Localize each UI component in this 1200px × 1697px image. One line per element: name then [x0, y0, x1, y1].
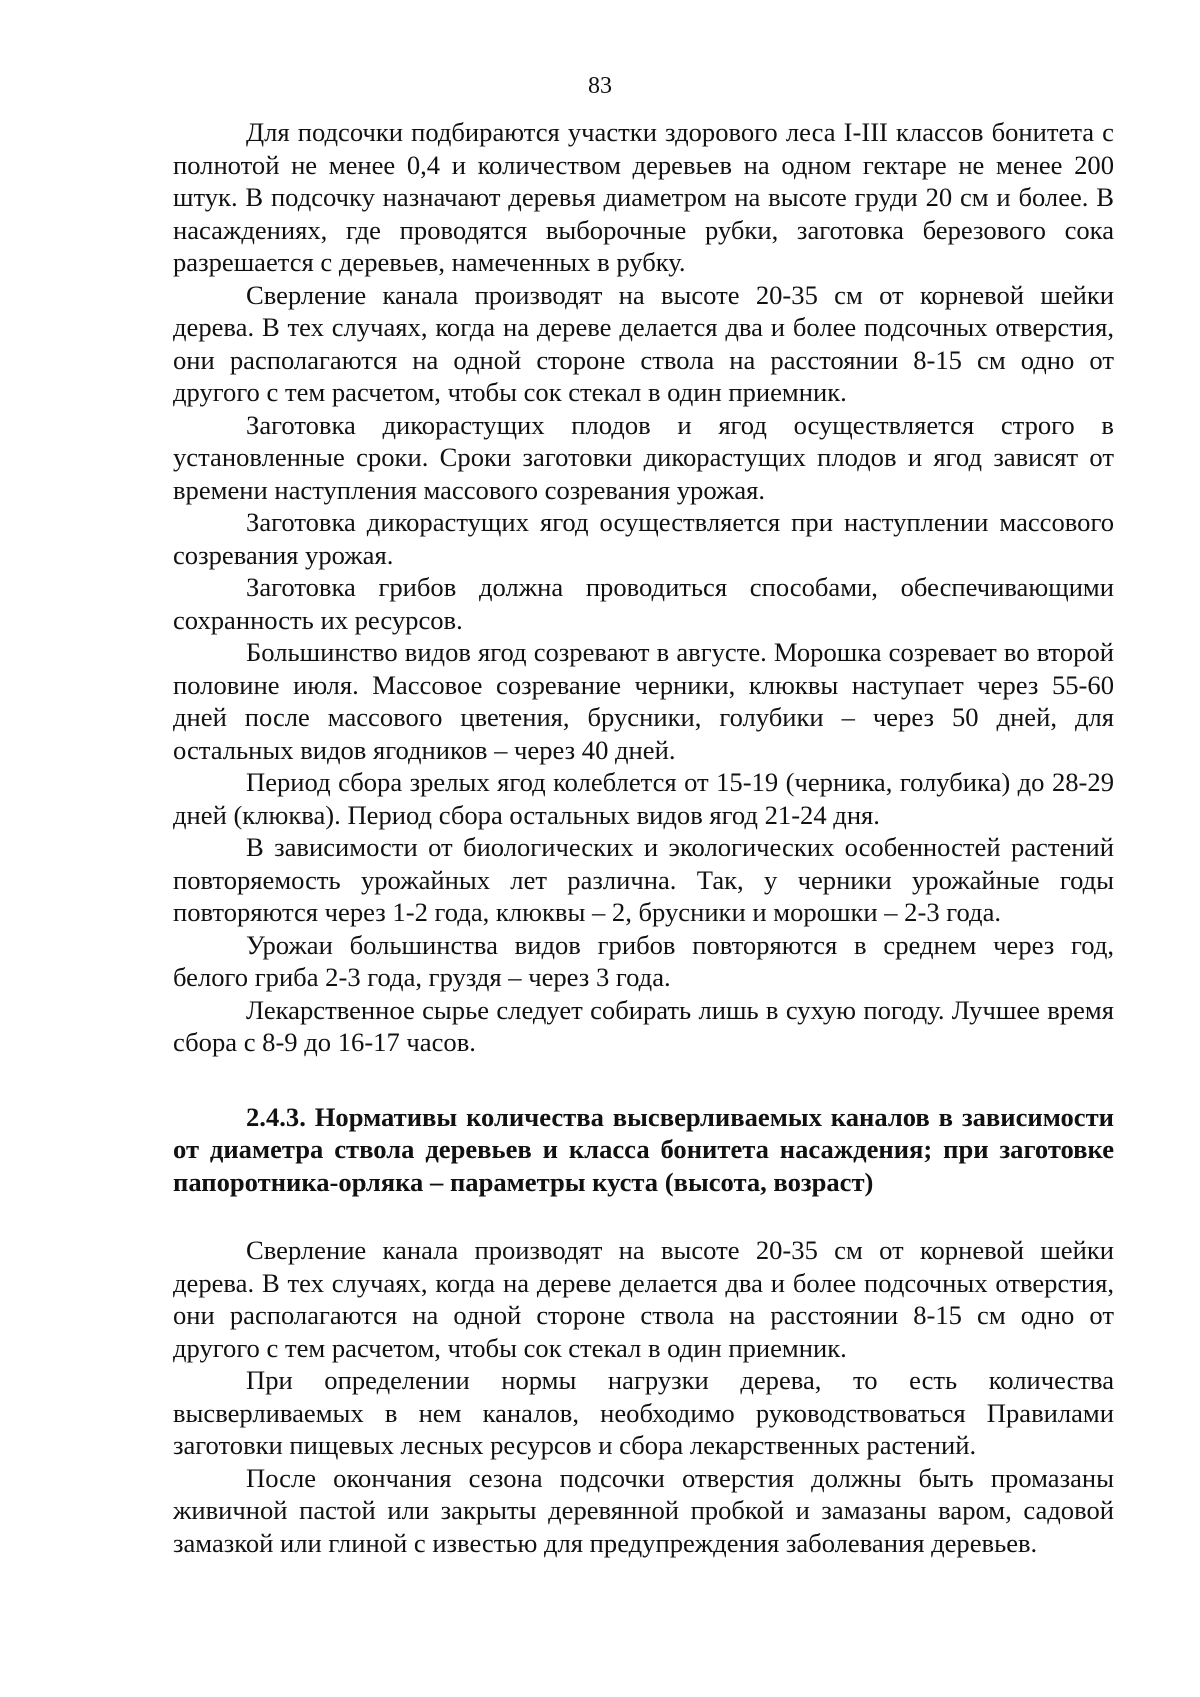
page-number: 83	[588, 73, 612, 99]
heading-spacer	[173, 1198, 1114, 1234]
paragraph: Сверление канала производят на высоте 20-35 см от корневой шейки дерева. В тех случаях, когда на дереве делается два и более подсочных отверстия, они располагаются на одной стороне ствола на расстоянии 8-15 см одно от другого с тем расчетом, чтобы сок стекал в один приемник.	[173, 279, 1114, 407]
paragraph: Заготовка дикорастущих ягод осуществляется при наступлении массового созревания урожая.	[173, 507, 1114, 570]
paragraph: Для подсочки подбираются участки здорового леса I-III классов бонитета с полнотой не менее 0,4 и количеством деревьев на одном гектаре не менее 200 штук. В подсочку назначают деревья диаметром на высоте груди 20 см и более. В насаждениях, где проводятся выборочные рубки, заготовка березового сока разрешается с деревьев, намеченных в рубку.	[173, 117, 1114, 277]
paragraph: Большинство видов ягод созревают в августе. Морошка созревает во второй половине июля. Массовое созревание черники, клюквы наступает через 55-60 дней после массового цветения, брусники, голубики – через 50 дней, для остальных видов ягодников – через 40 дней.	[173, 637, 1114, 765]
paragraph: Урожаи большинства видов грибов повторяются в среднем через год, белого гриба 2-3 года, груздя – через 3 года.	[173, 929, 1114, 992]
page-body	[173, 116, 1114, 1559]
paragraph: Заготовка дикорастущих плодов и ягод осуществляется строго в установленные сроки. Сроки заготовки дикорастущих плодов и ягод зависят от времени наступления массового созревания урожая.	[173, 409, 1114, 505]
paragraph: Сверление канала производят на высоте 20-35 см от корневой шейки дерева. В тех случаях, когда на дереве делается два и более подсочных отверстия, они располагаются на одной стороне ствола на расстоянии 8-15 см одно от другого с тем расчетом, чтобы сок стекал в один приемник.	[173, 1235, 1114, 1363]
paragraph: Заготовка грибов должна проводиться способами, обеспечивающими сохранность их ресурсов.	[173, 572, 1114, 635]
paragraph: Период сбора зрелых ягод колеблется от 15-19 (черника, голубика) до 28-29 дней (клюква). Период сбора остальных видов ягод 21-24 дня.	[173, 767, 1114, 830]
paragraph: При определении нормы нагрузки дерева, то есть количества высверливаемых в нем каналов, необходимо руководствоваться Правилами заготовки пищевых лесных ресурсов и сбора лекарственных растений.	[173, 1365, 1114, 1460]
paragraph: Лекарственное сырье следует собирать лишь в сухую погоду. Лучшее время сбора с 8-9 до 16-17 часов.	[173, 994, 1114, 1057]
paragraph: После окончания сезона подсочки отверстия должны быть промазаны живичной пастой или закрыты деревянной пробкой и замазаны варом, садовой замазкой или глиной с известью для предупреждения заболевания деревьев.	[173, 1462, 1114, 1558]
paragraph: В зависимости от биологических и экологических особенностей растений повторяемость урожайных лет различна. Так, у черники урожайные годы повторяются через 1-2 года, клюквы – 2, брусники и морошки – 2-3 года.	[173, 832, 1114, 927]
section-heading: 2.4.3. Нормативы количества высверливаемых каналов в зависимости от диаметра ствола деревьев и класса бонитета насаждения; при заготовке папоротника-орляка – параметры куста (высота, возраст)	[173, 1101, 1114, 1197]
